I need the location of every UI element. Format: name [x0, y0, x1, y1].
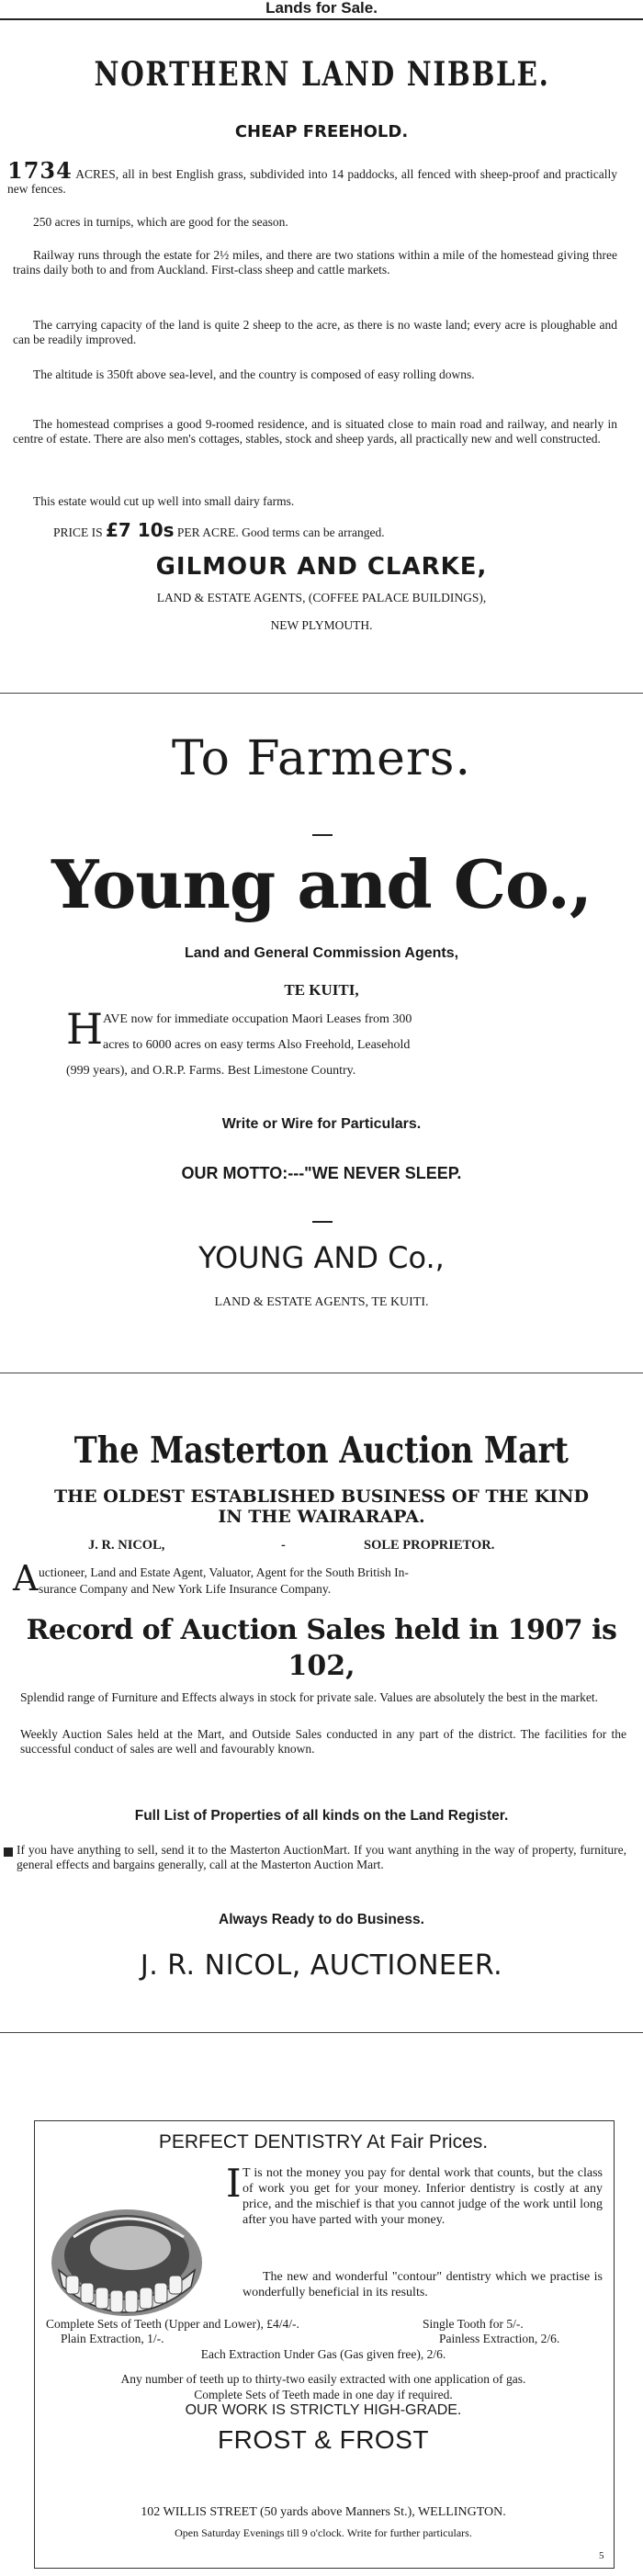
ad4-price1-left: Complete Sets of Teeth (Upper and Lower), £4/4/-.: [46, 2317, 299, 2331]
ad1-price-post: PER ACRE. Good terms can be arranged.: [176, 525, 385, 539]
ad1-title: NORTHERN LAND NIBBLE.: [93, 55, 550, 94]
ad4-price2-right: Painless Extraction, 2/6.: [439, 2332, 560, 2345]
ad4-body2: The new and wonderful "contour" dentistry which we practise is wonderfully beneficial in its results.: [243, 2270, 603, 2299]
ad3-sub2: IN THE WAIRARAPA.: [218, 1507, 425, 1527]
ad1-agent-line3: NEW PLYMOUTH.: [270, 618, 373, 632]
ad3-intro1: uctioneer, Land and Estate Agent, Valuator, Agent for the South British In-: [39, 1565, 409, 1579]
ad4-line4: Any number of teeth up to thirty-two easily extracted with one application of gas.: [120, 2372, 526, 2386]
ad1-p5: The altitude is 350ft above sea-level, and the country is composed of easy rolling downs.: [33, 367, 475, 381]
divider-1: [0, 693, 643, 694]
ad3-intro2: surance Company and New York Life Insurance Company.: [39, 1582, 332, 1596]
ad1-price-amount: £7 10s: [106, 519, 175, 541]
ad3-title: The Masterton Auction Mart: [73, 1429, 570, 1472]
ad2-divider-dash: [312, 834, 333, 836]
ad1-subtitle: CHEAP FREEHOLD.: [234, 122, 409, 141]
ad1-p1-text: ACRES, all in best English grass, subdivided into 14 paddocks, all fenced with sheep-proof and practically new fences.: [7, 167, 617, 196]
ad3-full-list: Full List of Properties of all kinds on the Land Register.: [134, 1808, 509, 1824]
ad4-body1: T is not the money you pay for dental work that counts, but the class of work you get for your money. Inferior dentistry is costly at any price, and the mischief is that you cannot judge of the work until long after you have parted with your money.: [243, 2166, 603, 2227]
ad1-acres-number: 1734: [7, 157, 73, 184]
ad4-line5: Complete Sets of Teeth made in one day if required.: [194, 2388, 453, 2401]
ad3-p2: Weekly Auction Sales held at the Mart, and Outside Sales conducted in any part of the district. The facilities for the successful conduct of sales are well and favourably known.: [20, 1727, 626, 1756]
ad3-signature: J. R. NICOL, AUCTIONEER.: [140, 1949, 503, 1982]
ad3-ready: Always Ready to do Business.: [219, 1912, 424, 1927]
ad2-title: To Farmers.: [171, 731, 472, 786]
ad1-agent: GILMOUR AND CLARKE,: [155, 553, 488, 581]
ad1-agent-line2: LAND & ESTATE AGENTS, (COFFEE PALACE BUILDINGS),: [156, 591, 487, 604]
ad2-motto: OUR MOTTO:---"WE NEVER SLEEP.: [181, 1164, 462, 1182]
ad1-p3: Railway runs through the estate for 2½ miles, and there are two stations within a mile of the homestead giving three trains daily both to and from Auckland. First-class sheep and cattle markets.: [13, 248, 617, 277]
ad3-proprietor-role: SOLE PROPRIETOR.: [364, 1538, 495, 1553]
ad4-price1-right: Single Tooth for 5/-.: [423, 2317, 524, 2331]
ad1-p2: 250 acres in turnips, which are good for the season.: [33, 215, 288, 229]
ad4-price2-left: Plain Extraction, 1/-.: [61, 2332, 164, 2345]
ad2-place: TE KUITI,: [284, 981, 359, 999]
ad4-title: PERFECT DENTISTRY At Fair Prices.: [158, 2131, 489, 2152]
ad2-dropcap: H: [66, 1004, 104, 1054]
ad3-record2: 102,: [288, 1650, 355, 1682]
ad2-footer-name: YOUNG AND Co.,: [198, 1240, 445, 1275]
ad2-tagline: Land and General Commission Agents,: [184, 945, 459, 961]
denture-icon: [46, 2191, 207, 2324]
ad1-p1: [7, 157, 617, 197]
ad4-line6: OUR WORK IS STRICTLY HIGH-GRADE.: [185, 2402, 462, 2418]
ad2-body3: (999 years), and O.R.P. Farms. Best Limestone Country.: [66, 1064, 356, 1078]
section-header: Lands for Sale.: [265, 0, 378, 17]
ad4-corner-mark: 5: [599, 2550, 604, 2561]
ad3-proprietor-dash: -: [281, 1538, 286, 1553]
ad1-p6: The homestead comprises a good 9-roomed residence, and is situated close to main road and railway, and nearly in centre of estate. There are also men's cottages, stables, stock and sheep yards, all practically new and well constructed.: [13, 417, 617, 446]
ad3-title-wrap: [0, 1429, 643, 1475]
ad4-price3: Each Extraction Under Gas (Gas given free), 2/6.: [200, 2347, 446, 2361]
ad4-hours: Open Saturday Evenings till 9 o'clock. Write for further particulars.: [175, 2526, 472, 2539]
ad4-dropcap: I: [226, 2161, 242, 2206]
ad3-p1: Splendid range of Furniture and Effects always in stock for private sale. Values are absolutely the best in the market.: [20, 1690, 598, 1704]
divider-3: [0, 2032, 643, 2033]
ad2-body2: acres to 6000 acres on easy terms Also Freehold, Leasehold: [103, 1038, 411, 1052]
bullet-icon: [4, 1847, 13, 1857]
ad2-divider-dash-2: [312, 1221, 333, 1223]
ad1-price: [53, 519, 623, 541]
ad1-price-pre: PRICE IS: [53, 525, 103, 539]
ad2-footer-line: LAND & ESTATE AGENTS, TE KUITI.: [214, 1295, 429, 1309]
ad2-body1: AVE now for immediate occupation Maori Leases from 300: [103, 1012, 412, 1026]
ad3-p3: If you have anything to sell, send it to the Masterton AuctionMart. If you want anything in the way of property, furniture, general effects and bargains generally, call at the Masterton Auction Mart.: [17, 1843, 626, 1871]
ad2-company: Young and Co.,: [51, 845, 592, 923]
ad1-p7: This estate would cut up well into small dairy farms.: [33, 494, 295, 508]
ad3-dropcap: A: [13, 1558, 39, 1599]
ad3-sub1: THE OLDEST ESTABLISHED BUSINESS OF THE KIND: [54, 1486, 589, 1507]
ad3-record1: Record of Auction Sales held in 1907 is: [26, 1614, 617, 1646]
header-rule: [0, 18, 643, 20]
ad4-address: 102 WILLIS STREET (50 yards above Manners St.), WELLINGTON.: [141, 2505, 506, 2519]
ad1-p4: The carrying capacity of the land is quite 2 sheep to the acre, as there is no waste land; every acre is ploughable and can be readily improved.: [13, 318, 617, 346]
ad3-proprietor-name: J. R. NICOL,: [88, 1538, 165, 1553]
ad4-firm: FROST & FROST: [218, 2425, 429, 2454]
ad2-cta: Write or Wire for Particulars.: [221, 1116, 422, 1132]
